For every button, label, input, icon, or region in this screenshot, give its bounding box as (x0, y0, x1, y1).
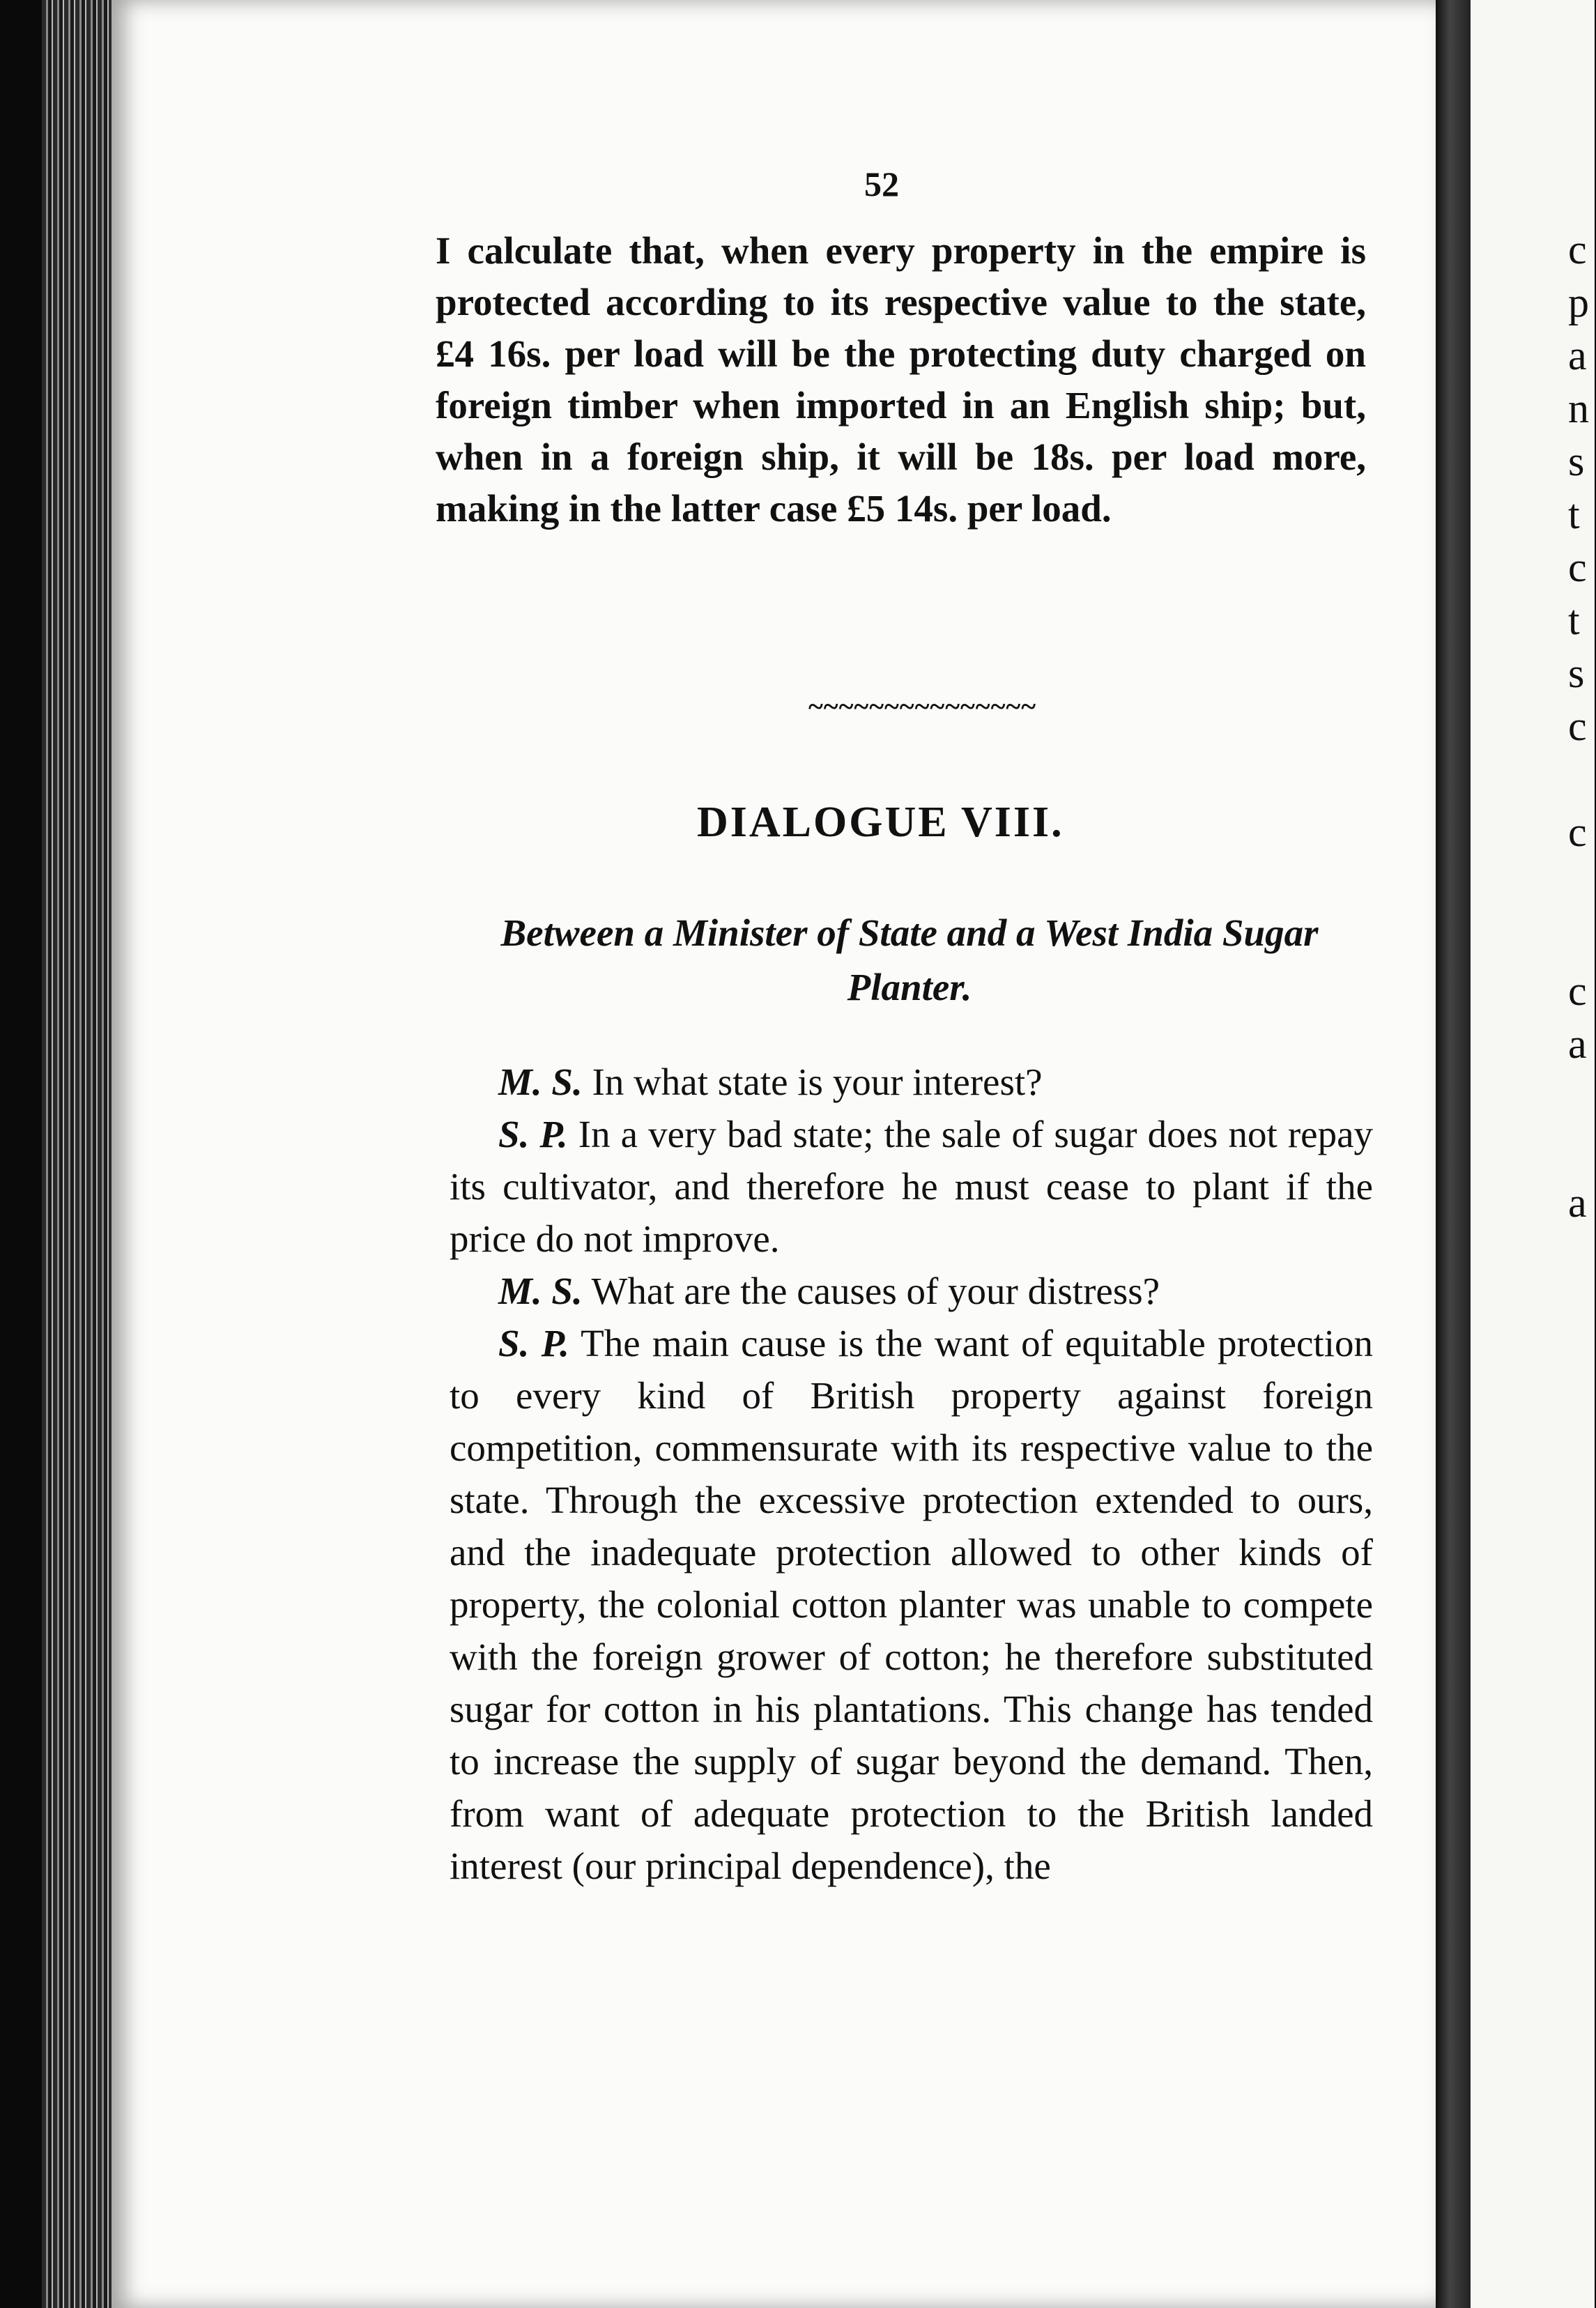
facing-page-edge-text (1568, 223, 1596, 1441)
dialogue-heading: DIALOGUE VIII. (697, 799, 1064, 846)
facing-page-letter (1568, 753, 1596, 806)
facing-page-letter: a (1568, 1180, 1587, 1226)
speaker-label: S. P. (498, 1113, 568, 1155)
speaker-label: M. S. (498, 1061, 583, 1103)
facing-page-letter: c (1568, 809, 1587, 855)
facing-page-letter (1568, 859, 1596, 911)
facing-page-letter (1568, 1229, 1596, 1282)
dialogue-body (450, 1056, 1373, 1892)
facing-page-letter: t (1568, 491, 1580, 537)
facing-page-letter: c (1568, 703, 1587, 749)
facing-page-letter (1568, 1123, 1596, 1176)
facing-page-letter (1568, 1070, 1596, 1123)
facing-page-letter (1568, 1335, 1596, 1388)
facing-page-letter: s (1568, 650, 1585, 696)
section-divider-ornament: ~~~~~~~~~~~~~~~ (808, 691, 1037, 722)
facing-page-letter: c (1568, 226, 1587, 272)
speaker-label: S. P. (498, 1322, 569, 1364)
facing-page-letter: a (1568, 332, 1587, 378)
page-number: 52 (864, 164, 899, 203)
continuation-paragraph: I calculate that, when every property in the empire is protected according to its respective value to the state, £4 16s. per load will be the protecting duty charged on foreign timber when imported in an English ship; but, when in a foreign ship, it will be 18s. per load more, making in the latter case £5 14s. per load. (436, 229, 1366, 530)
facing-page-letter (1568, 1282, 1596, 1335)
speech-text: In a very bad state; the sale of sugar does not repay its cultivator, and therefore he must cease to plant if the price do not improve. (450, 1113, 1373, 1260)
dialogue-line (450, 1270, 1160, 1312)
facing-page-letter (1568, 1388, 1596, 1441)
dialogue-line (450, 1113, 1373, 1260)
dialogue-subtitle: Between a Minister of State and a West India Sugar Planter. (500, 911, 1319, 1008)
facing-page-letter: n (1568, 385, 1589, 431)
speaker-label: M. S. (498, 1270, 583, 1312)
facing-page-letter: t (1568, 597, 1580, 643)
facing-page-letter: s (1568, 438, 1585, 484)
facing-page-letter (1568, 911, 1596, 964)
dialogue-line (450, 1061, 1043, 1103)
book-gutter (1436, 0, 1471, 2308)
speech-text: In what state is your interest? (592, 1061, 1043, 1103)
facing-page-letter: a (1568, 1021, 1587, 1067)
facing-page-letter: p (1568, 279, 1589, 325)
speech-text: The main cause is the want of equitable protection to every kind of British property against foreign competition, commensurate with its respective value to the state. Through the excessive protection extended to ours, and the inadequate protection allowed to other kinds of property, the colonial cotton planter was unable to compete with the foreign grower of cotton; he therefore substituted sugar for cotton in his plantations. This change has tended to increase the supply of sugar beyond the demand. Then, from want of adequate protection to the British landed interest (our principal dependence), the (450, 1322, 1373, 1887)
speech-text: What are the causes of your distress? (591, 1270, 1160, 1312)
dialogue-line (450, 1322, 1373, 1887)
facing-page-letter: c (1568, 968, 1587, 1014)
facing-page-letter: c (1568, 544, 1587, 590)
